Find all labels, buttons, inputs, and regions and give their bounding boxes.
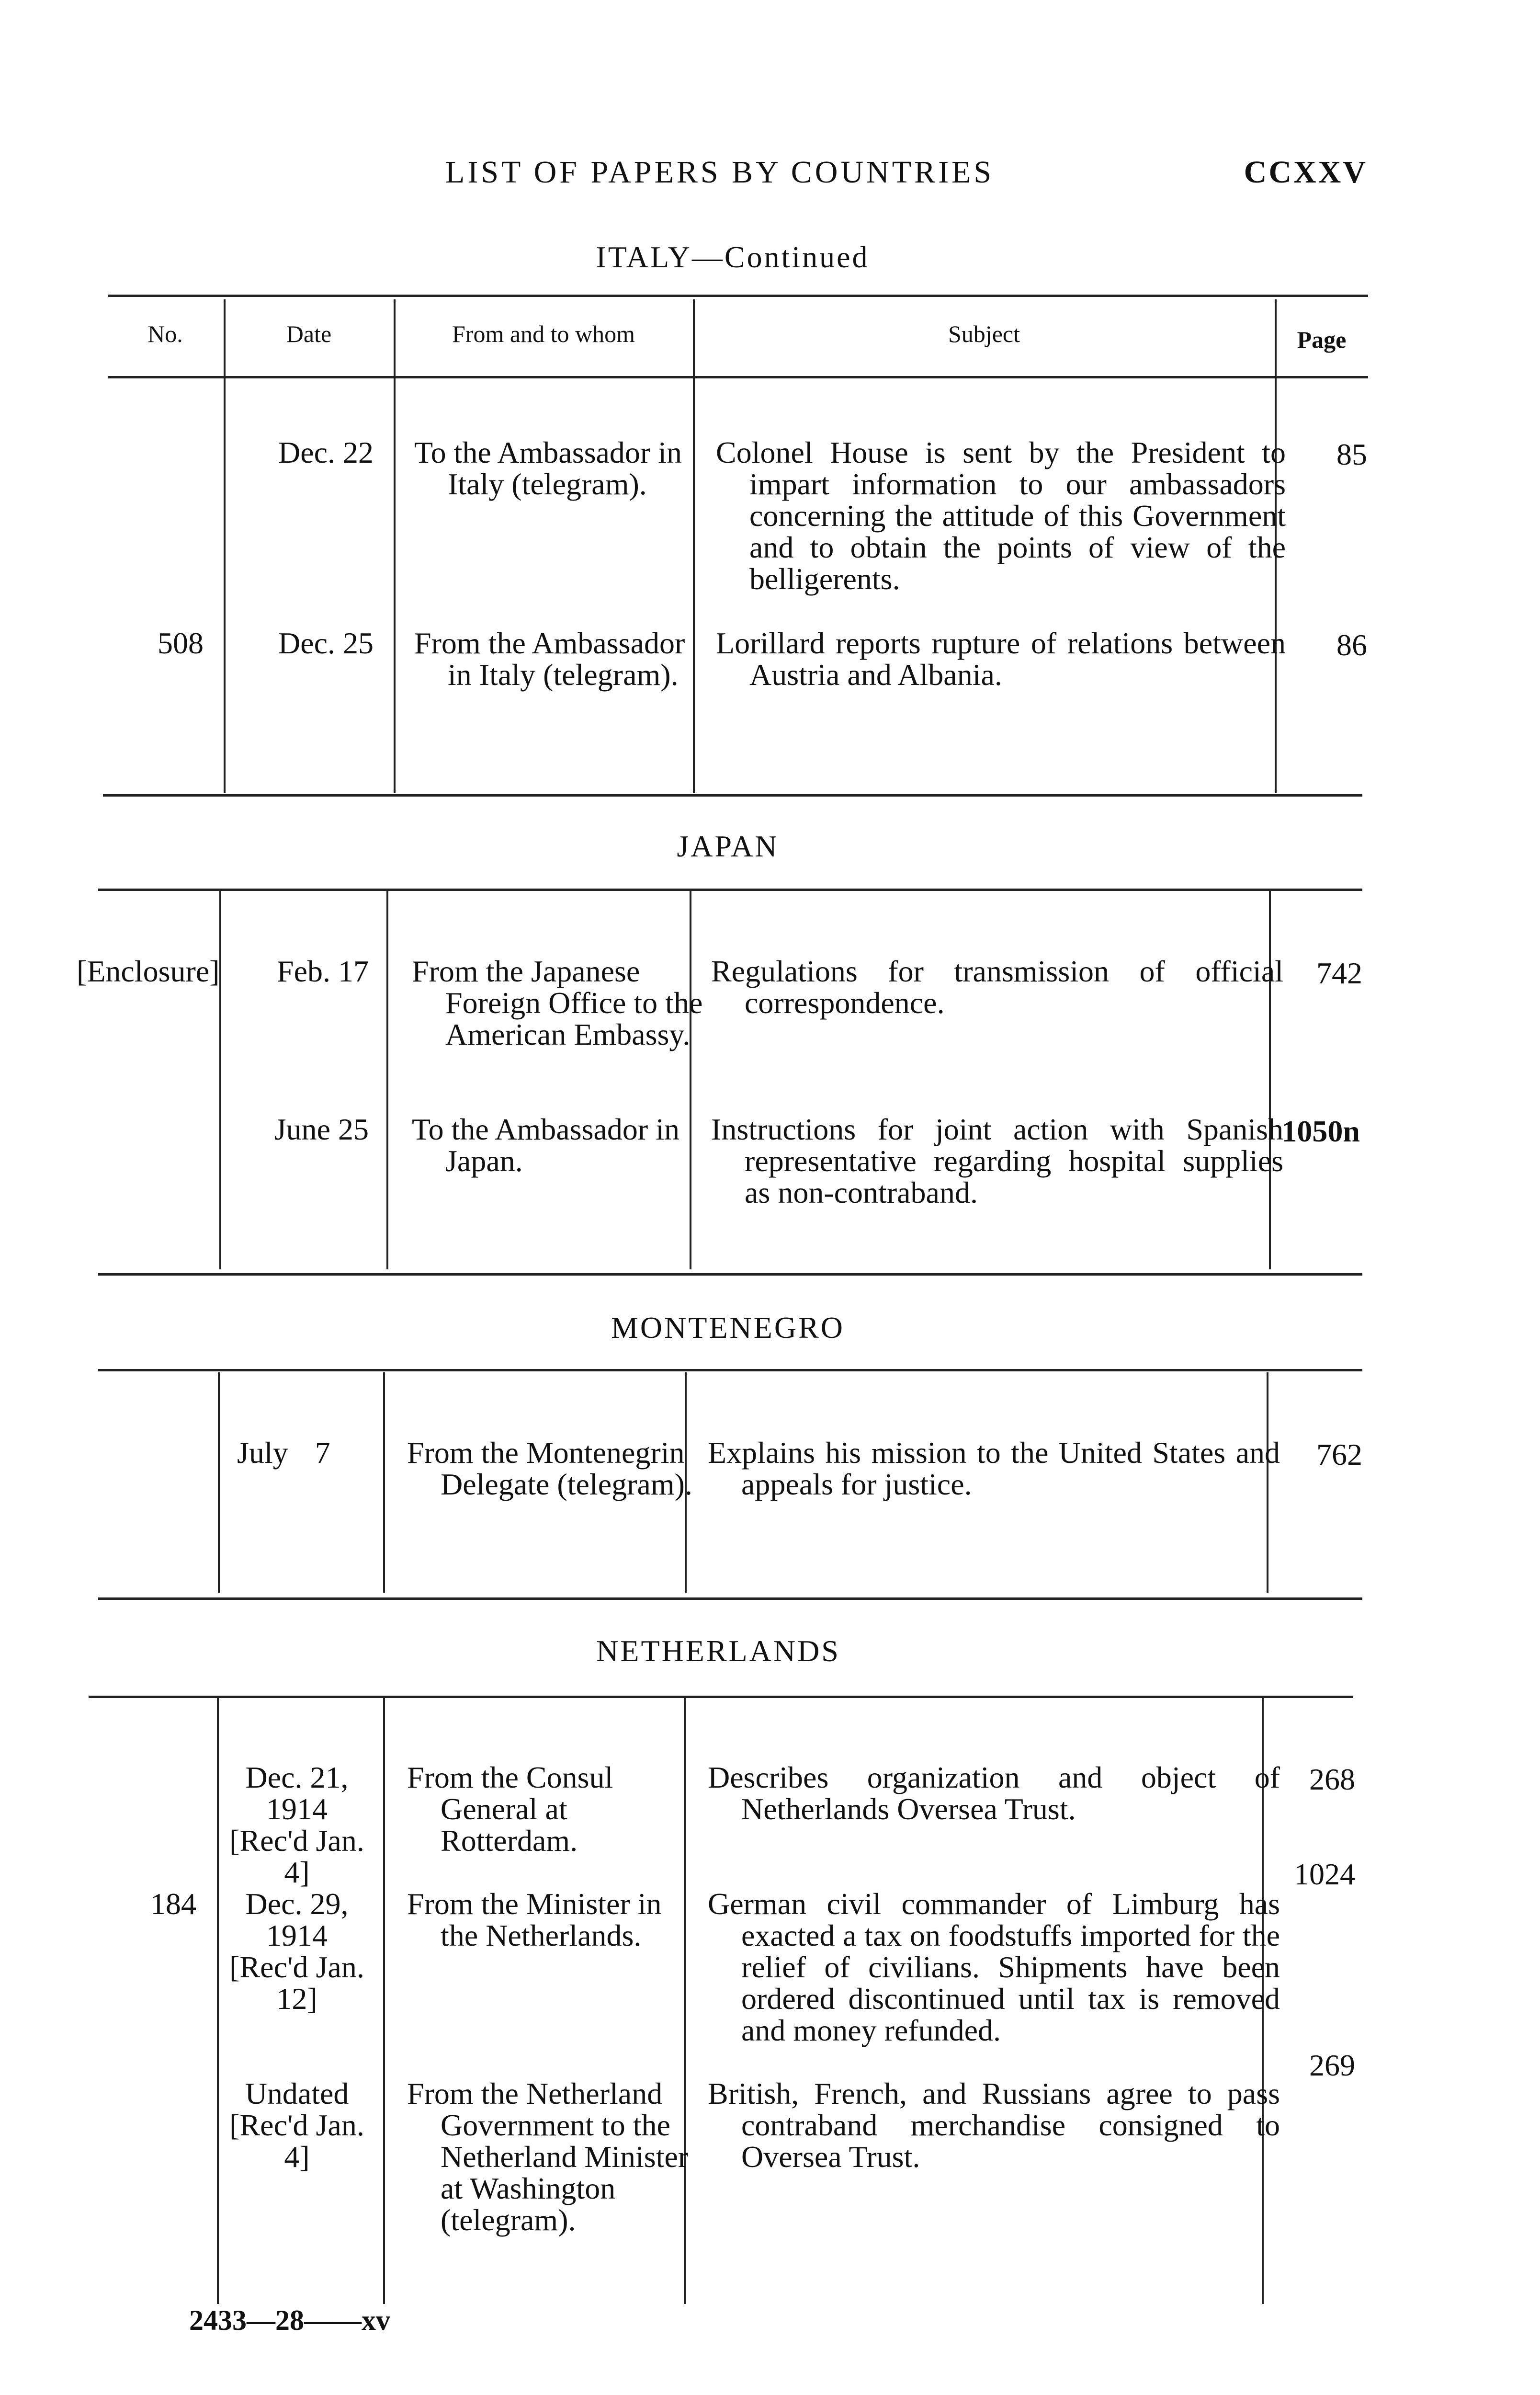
- entry-from-to: From the Minister in the Netherlands.: [407, 1887, 662, 1952]
- entry-page: 86: [1336, 628, 1367, 662]
- entry-date: Dec. 29, 1914 [Rec'd Jan. 12]: [229, 1887, 364, 2016]
- entry-subject: Regulations for transmission of official correspondence.: [711, 954, 1283, 1020]
- column-divider: [1269, 891, 1271, 1269]
- entry-date: Feb. 17: [277, 954, 369, 988]
- entry-subject: Explains his mission to the United States and appeals for justice.: [708, 1436, 1280, 1501]
- column-divider: [383, 1372, 385, 1593]
- entry-page: 269: [1309, 2048, 1355, 2082]
- entry-date: Dec. 25: [278, 626, 374, 660]
- column-header-subject: Subject: [948, 320, 1020, 347]
- entry-number: 184: [150, 1887, 196, 1921]
- entry-from-to: From the Netherland Government to the Netherland Minister at Washington (telegram).: [407, 2076, 689, 2237]
- table-top-rule: [98, 889, 1362, 891]
- column-divider: [218, 1372, 220, 1593]
- entry-from-to: From the Consul General at Rotterdam.: [407, 1760, 613, 1858]
- entry-date: Dec. 21, 1914 [Rec'd Jan. 4]: [229, 1760, 364, 1889]
- table-top-rule: [108, 295, 1368, 297]
- section-bottom-rule: [103, 794, 1362, 797]
- entry-subject: British, French, and Russians agree to pass contraband merchandise consigned to Oversea Trust.: [708, 2076, 1280, 2174]
- column-divider: [224, 299, 226, 793]
- folio-number: CCXXV: [1244, 155, 1368, 190]
- column-divider: [386, 891, 388, 1269]
- entry-from-to: From the Japanese Foreign Office to the American Embassy.: [412, 954, 703, 1051]
- entry-date: July 7: [237, 1436, 330, 1470]
- column-header-from-to: From and to whom: [452, 320, 635, 347]
- entry-number: [Enclosure]: [77, 954, 220, 988]
- section-title-netherlands: NETHERLANDS: [596, 1634, 840, 1668]
- column-divider: [383, 1698, 385, 2304]
- column-header-date: Date: [286, 320, 332, 347]
- entry-page: 85: [1336, 437, 1367, 471]
- entry-from-to: From the Montenegrin Delegate (telegram).: [407, 1436, 692, 1501]
- column-header-no: No.: [147, 320, 183, 347]
- entry-subject: Instructions for joint action with Spanish representative regarding hospital supplies as non-contraband.: [711, 1112, 1283, 1209]
- entry-subject: Lorillard reports rupture of relations between Austria and Albania.: [716, 626, 1286, 692]
- entry-number: 508: [158, 626, 204, 660]
- entry-subject: Describes organization and object of Netherlands Oversea Trust.: [708, 1760, 1280, 1826]
- printer-signature: 2433—28——xv: [189, 2304, 390, 2336]
- section-title-japan: JAPAN: [677, 829, 779, 863]
- section-bottom-rule: [98, 1597, 1362, 1600]
- entry-date: Undated [Rec'd Jan. 4]: [229, 2076, 364, 2174]
- column-divider: [693, 299, 695, 793]
- entry-date: June 25: [274, 1112, 369, 1146]
- entry-page: 268: [1309, 1762, 1355, 1796]
- column-header-page: Page: [1297, 326, 1347, 353]
- entry-page: 742: [1316, 956, 1362, 990]
- table-top-rule: [89, 1696, 1353, 1698]
- table-top-rule: [98, 1369, 1362, 1371]
- entry-subject: German civil commander of Limburg has exacted a tax on foodstuffs imported for the relief of civilians. Shipments have been ordered discontinued until tax is removed and money refunded.: [708, 1887, 1280, 2047]
- section-title-montenegro: MONTENEGRO: [611, 1311, 845, 1345]
- entry-page: 762: [1316, 1437, 1362, 1471]
- column-divider: [217, 1698, 219, 2304]
- entry-page: 1024: [1294, 1857, 1355, 1891]
- entry-from-to: To the Ambassador in Italy (telegram).: [414, 435, 682, 501]
- table-header-rule: [108, 376, 1368, 378]
- section-title-italy: ITALY—Continued: [596, 240, 870, 274]
- entry-from-to: From the Ambassador in Italy (telegram).: [414, 626, 685, 692]
- section-bottom-rule: [98, 1273, 1362, 1276]
- entry-date: Dec. 22: [278, 435, 374, 469]
- entry-page: 1050n: [1281, 1114, 1360, 1148]
- column-divider: [690, 891, 691, 1269]
- column-divider: [394, 299, 396, 793]
- column-divider: [219, 891, 221, 1269]
- entry-from-to: To the Ambassador in Japan.: [412, 1112, 679, 1178]
- running-title: LIST OF PAPERS BY COUNTRIES: [445, 155, 995, 190]
- entry-subject: Colonel House is sent by the President to impart information to our ambassadors concerning the attitude of this Government and to obtain the points of view of the belligerents.: [716, 435, 1286, 596]
